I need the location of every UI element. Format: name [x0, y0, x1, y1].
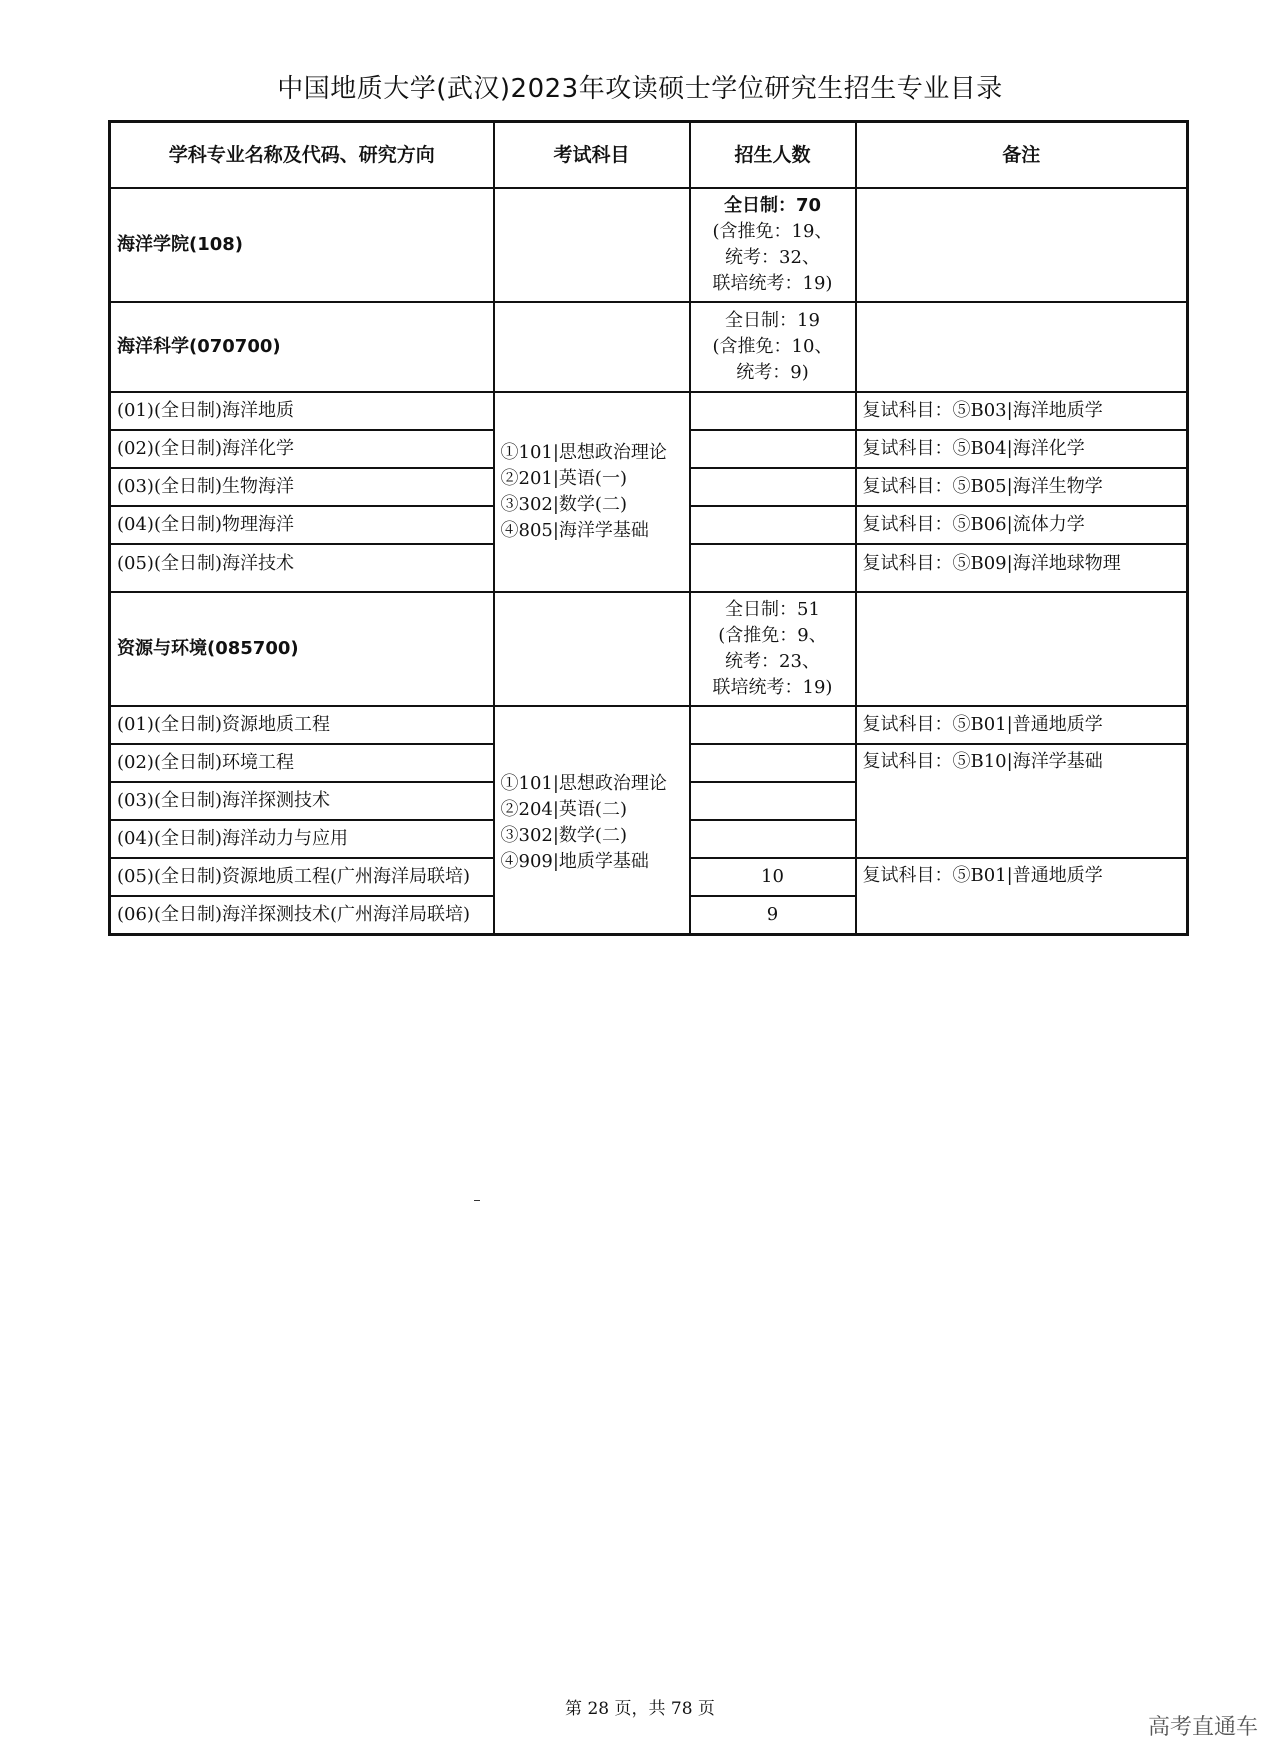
direction-count [690, 506, 856, 544]
direction-name: (02)(全日制)海洋化学 [110, 430, 494, 468]
direction-name: (05)(全日制)海洋技术 [110, 544, 494, 592]
direction-remark: 复试科目：⑤B01|普通地质学 [856, 706, 1188, 744]
college-remark [856, 188, 1188, 302]
section-name: 海洋科学(070700) [110, 302, 494, 392]
direction-name: (03)(全日制)海洋探测技术 [110, 782, 494, 820]
direction-count [690, 744, 856, 782]
exam-subject: ①101|思想政治理论 [500, 773, 667, 794]
section-plan-line: 全日制：19 [725, 310, 820, 331]
section-plan [690, 302, 856, 392]
direction-remark: 复试科目：⑤B03|海洋地质学 [856, 392, 1188, 430]
exam-subject: ④805|海洋学基础 [500, 520, 649, 541]
exam-subject: ①101|思想政治理论 [500, 442, 667, 463]
college-name: 海洋学院(108) [110, 188, 494, 302]
header-row [110, 122, 1188, 189]
exam-subject: ②204|英语(二) [500, 799, 627, 820]
exam-subject: ③302|数学(二) [500, 494, 627, 515]
direction-name: (02)(全日制)环境工程 [110, 744, 494, 782]
college-plan [690, 188, 856, 302]
section-remark [856, 592, 1188, 706]
header-enroll: 招生人数 [690, 122, 856, 189]
direction-name: (04)(全日制)物理海洋 [110, 506, 494, 544]
direction-name: (06)(全日制)海洋探测技术(广州海洋局联培) [110, 896, 494, 935]
college-row [110, 188, 1188, 302]
college-plan-line: 全日制：70 [723, 195, 822, 216]
direction-count [690, 782, 856, 820]
exam-subject: ②201|英语(一) [500, 468, 627, 489]
direction-name: (01)(全日制)海洋地质 [110, 392, 494, 430]
direction-name: (05)(全日制)资源地质工程(广州海洋局联培) [110, 858, 494, 896]
college-plan-line: 联培统考：19) [712, 273, 833, 294]
direction-count [690, 468, 856, 506]
exam-subjects [494, 392, 690, 592]
section-plan-line: 联培统考：19) [712, 677, 833, 698]
direction-name: (03)(全日制)生物海洋 [110, 468, 494, 506]
section-exam [494, 302, 690, 392]
direction-count [690, 392, 856, 430]
major-catalog-table [108, 120, 1189, 936]
direction-name: (01)(全日制)资源地质工程 [110, 706, 494, 744]
page-number: 第 28 页，共 78 页 [565, 1699, 715, 1719]
direction-remark: 复试科目：⑤B06|流体力学 [856, 506, 1188, 544]
direction-count [690, 544, 856, 592]
header-exam: 考试科目 [494, 122, 690, 189]
direction-remark: 复试科目：⑤B01|普通地质学 [856, 858, 1188, 935]
direction-remark: 复试科目：⑤B09|海洋地球物理 [856, 544, 1188, 592]
college-exam [494, 188, 690, 302]
section-plan-line: 统考：9) [736, 362, 809, 383]
section-row [110, 302, 1188, 392]
direction-name: (04)(全日制)海洋动力与应用 [110, 820, 494, 858]
section-plan-line: 统考：23、 [725, 651, 820, 672]
exam-subject: ③302|数学(二) [500, 825, 627, 846]
section-plan-line: 全日制：51 [725, 599, 820, 620]
direction-remark: 复试科目：⑤B04|海洋化学 [856, 430, 1188, 468]
section-remark [856, 302, 1188, 392]
direction-count [690, 820, 856, 858]
direction-count [690, 706, 856, 744]
direction-row [110, 706, 1188, 744]
section-plan-line: (含推免：9、 [718, 625, 827, 646]
exam-subjects [494, 706, 690, 935]
header-major: 学科专业名称及代码、研究方向 [110, 122, 494, 189]
section-exam [494, 592, 690, 706]
header-remark: 备注 [856, 122, 1188, 189]
direction-count: 9 [690, 896, 856, 935]
page-title: 中国地质大学(武汉)2023年攻读硕士学位研究生招生专业目录 [277, 74, 1003, 104]
direction-count: 10 [690, 858, 856, 896]
exam-subject: ④909|地质学基础 [500, 851, 649, 872]
college-plan-line: 统考：32、 [725, 247, 820, 268]
stray-mark [474, 1200, 480, 1201]
section-plan [690, 592, 856, 706]
section-name: 资源与环境(085700) [110, 592, 494, 706]
direction-count [690, 430, 856, 468]
watermark-text: 高考直通车 [1147, 1715, 1258, 1740]
direction-row [110, 392, 1188, 430]
direction-remark: 复试科目：⑤B10|海洋学基础 [856, 744, 1188, 858]
section-plan-line: (含推免：10、 [712, 336, 833, 357]
college-plan-line: (含推免：19、 [712, 221, 833, 242]
direction-remark: 复试科目：⑤B05|海洋生物学 [856, 468, 1188, 506]
section-row [110, 592, 1188, 706]
